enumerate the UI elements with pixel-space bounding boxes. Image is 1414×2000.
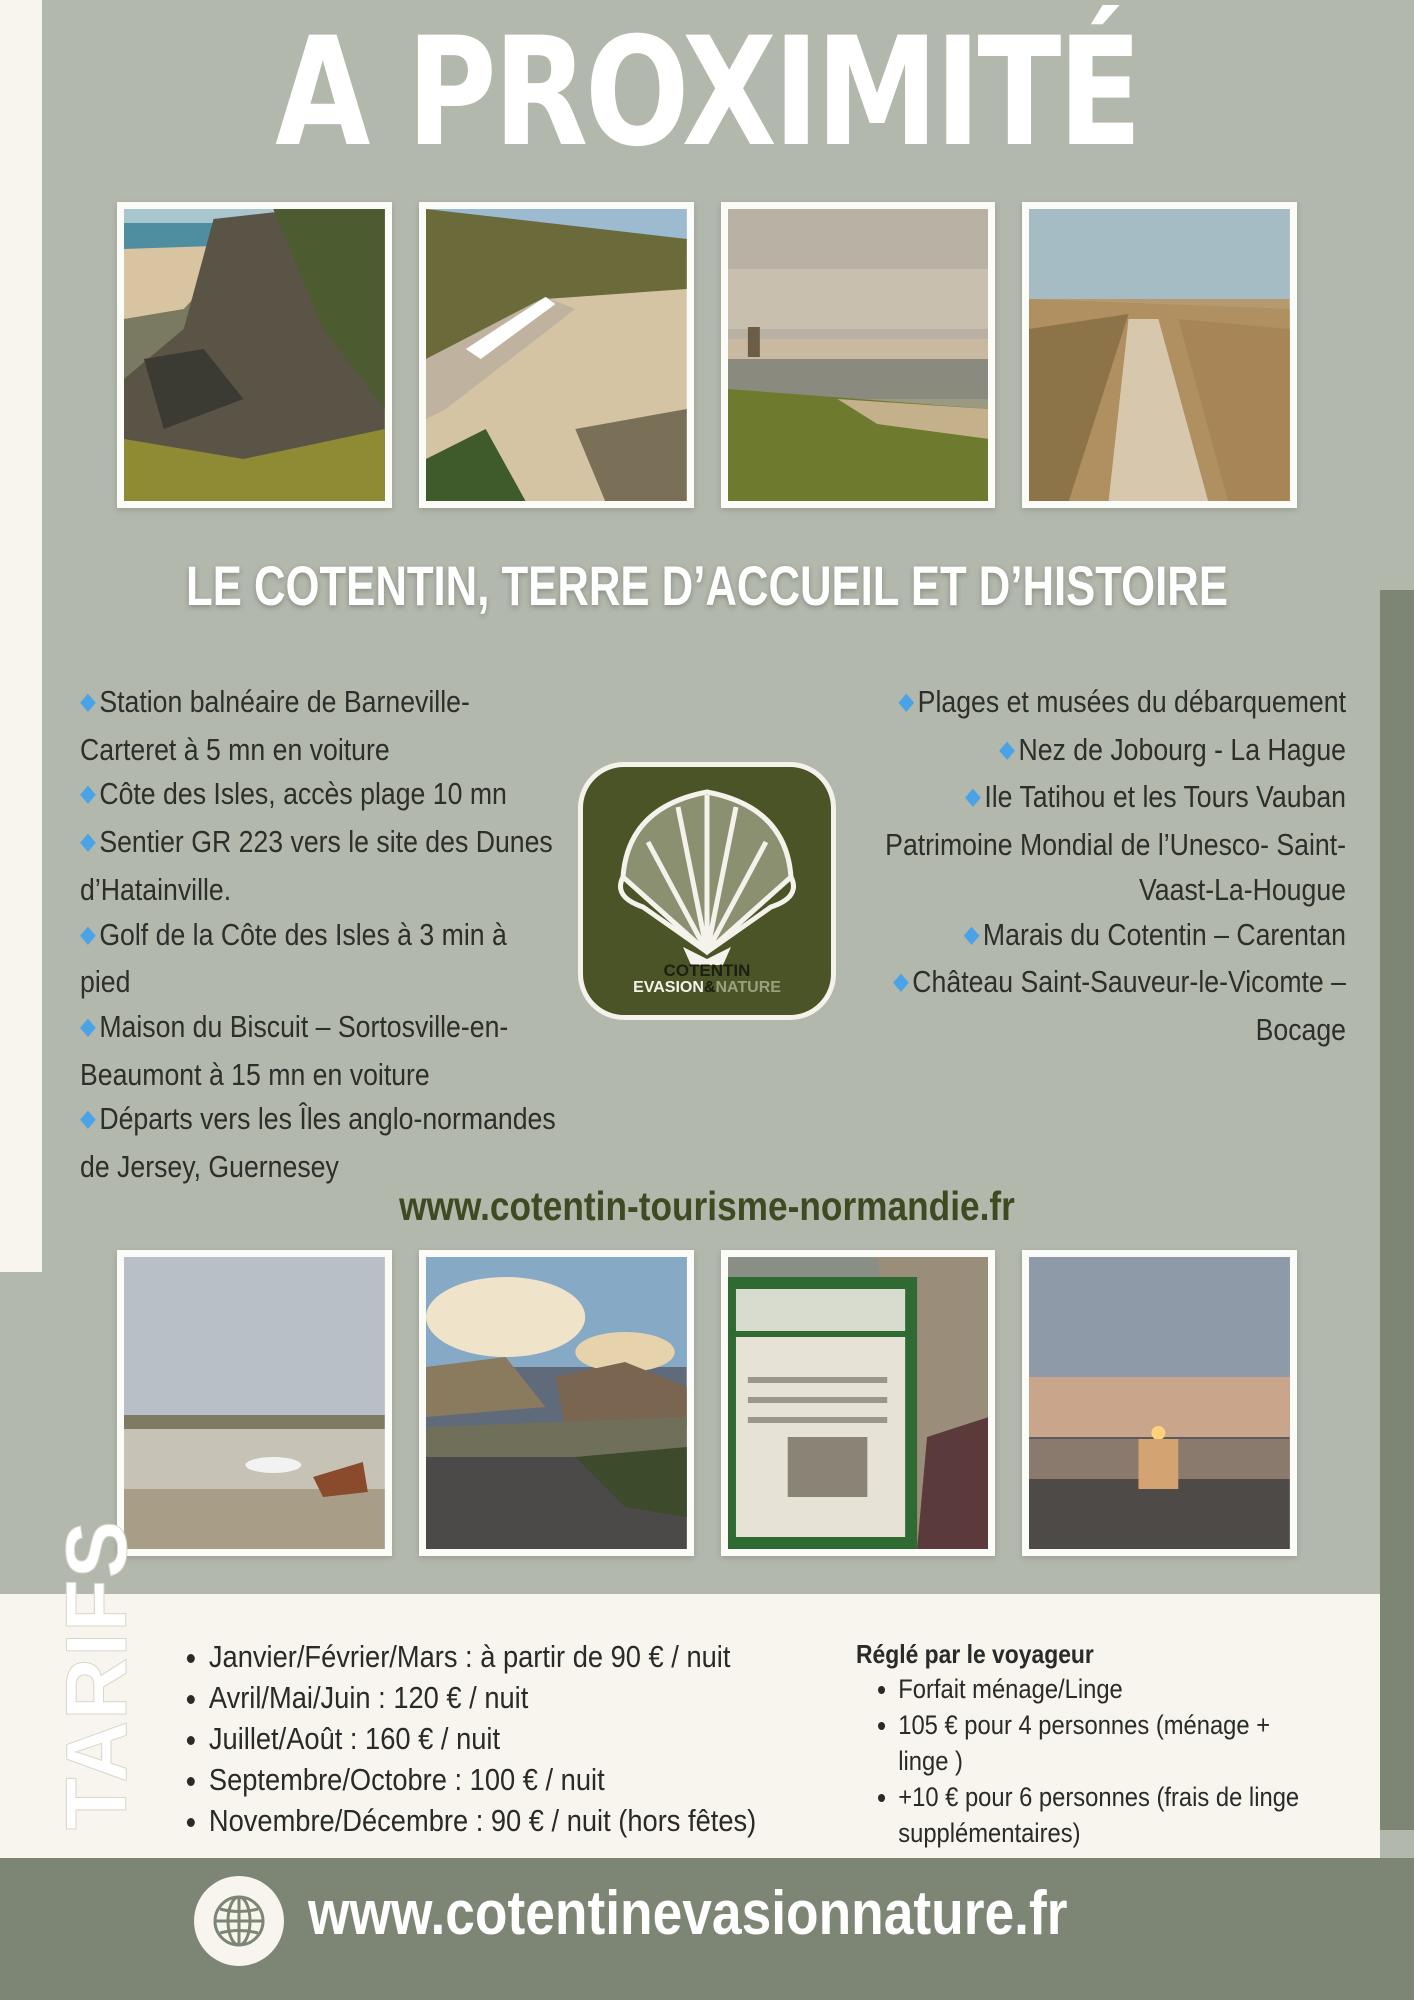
diamond-icon: ◆ — [965, 783, 981, 811]
traveler-fees-list — [856, 1671, 1321, 1851]
list-item: ◆ Départs vers les Îles anglo-normandes de Jersey, Guernesey — [80, 1097, 557, 1189]
left-attractions-list — [80, 680, 557, 1190]
diamond-icon: ◆ — [999, 735, 1016, 763]
list-item: ◆ Côte des Isles, accès plage 10 mn — [80, 772, 557, 820]
harbor-village-photo — [721, 202, 996, 508]
sunset-beach-photo — [1022, 1250, 1297, 1556]
bottom-photo-row — [117, 1250, 1297, 1556]
section-subtitle: LE COTENTIN, TERRE D’ACCUEIL ET D’HISTOIRE — [186, 554, 1228, 617]
tarifs-label: TARIFS — [49, 1519, 145, 1830]
right-dark-stripe — [1380, 590, 1414, 1830]
price-item: • Janvier/Février/Mars : à partir de 90 € / nuit — [209, 1636, 756, 1677]
diamond-icon: ◆ — [963, 920, 980, 948]
page-title: A PROXIMITÉ — [275, 6, 1139, 180]
village-road-photo — [419, 1250, 694, 1556]
footer-website-link[interactable]: www.cotentinevasionnature.fr — [308, 1879, 1068, 1948]
globe-icon — [194, 1876, 284, 1966]
tourism-website-link[interactable]: www.cotentin-tourisme-normandie.fr — [399, 1183, 1015, 1229]
list-item: ◆ Station balnéaire de Barneville-Carteret à 5 mn en voiture — [80, 680, 557, 772]
list-item: ◆ Plages et musées du débarquement — [869, 680, 1346, 728]
list-item: ◆ Nez de Jobourg - La Hague — [869, 728, 1346, 776]
dune-path-photo — [1022, 202, 1297, 508]
price-item: • Septembre/Octobre : 100 € / nuit — [209, 1759, 756, 1800]
traveler-fees-title: Réglé par le voyageur — [856, 1639, 1094, 1669]
information-panel-photo — [721, 1250, 996, 1556]
traveler-fees — [856, 1637, 1321, 1851]
coastal-cliffs-photo — [117, 202, 392, 508]
diamond-icon: ◆ — [892, 968, 909, 996]
left-cream-stripe — [0, 0, 42, 1272]
diamond-icon: ◆ — [898, 688, 915, 715]
bay-boats-photo — [117, 1250, 392, 1556]
price-item: • Avril/Mai/Juin : 120 € / nuit — [209, 1677, 756, 1718]
beach-huts-photo — [419, 202, 694, 508]
fee-item: • Forfait ménage/Linge — [898, 1671, 1320, 1707]
top-photo-row — [117, 202, 1297, 508]
diamond-icon: ◆ — [80, 920, 96, 948]
diamond-icon: ◆ — [80, 828, 96, 856]
fee-item: • +10 € pour 6 personnes (frais de linge supplémentaires) — [898, 1779, 1320, 1851]
list-item: ◆ Golf de la Côte des Isles à 3 min à pied — [80, 913, 557, 1005]
logo-text-line1: COTENTIN — [663, 961, 751, 980]
price-item: • Juillet/Août : 160 € / nuit — [209, 1718, 756, 1759]
list-item: ◆ Ile Tatihou et les Tours Vauban Patrimoine Mondial de l’Unesco- Saint-Vaast-La-Hougue — [869, 775, 1346, 912]
tarifs-price-list — [186, 1636, 756, 1841]
price-item: • Novembre/Décembre : 90 € / nuit (hors fêtes) — [209, 1800, 756, 1841]
diamond-icon: ◆ — [80, 688, 96, 715]
list-item: ◆ Marais du Cotentin – Carentan — [869, 913, 1346, 961]
diamond-icon: ◆ — [80, 1012, 96, 1040]
list-item: ◆ Maison du Biscuit – Sortosville-en-Beaumont à 15 mn en voiture — [80, 1005, 557, 1097]
list-item: ◆ Château Saint-Sauveur-le-Vicomte – Bocage — [869, 960, 1346, 1052]
right-attractions-list — [869, 680, 1346, 1053]
cotentin-logo — [578, 762, 836, 1020]
diamond-icon: ◆ — [80, 1105, 96, 1133]
logo-text-line2: EVASION&NATURE — [633, 979, 781, 996]
diamond-icon: ◆ — [80, 780, 96, 808]
fee-item: • 105 € pour 4 personnes (ménage + linge ) — [898, 1707, 1320, 1779]
list-item: ◆ Sentier GR 223 vers le site des Dunes d’Hatainville. — [80, 820, 557, 912]
